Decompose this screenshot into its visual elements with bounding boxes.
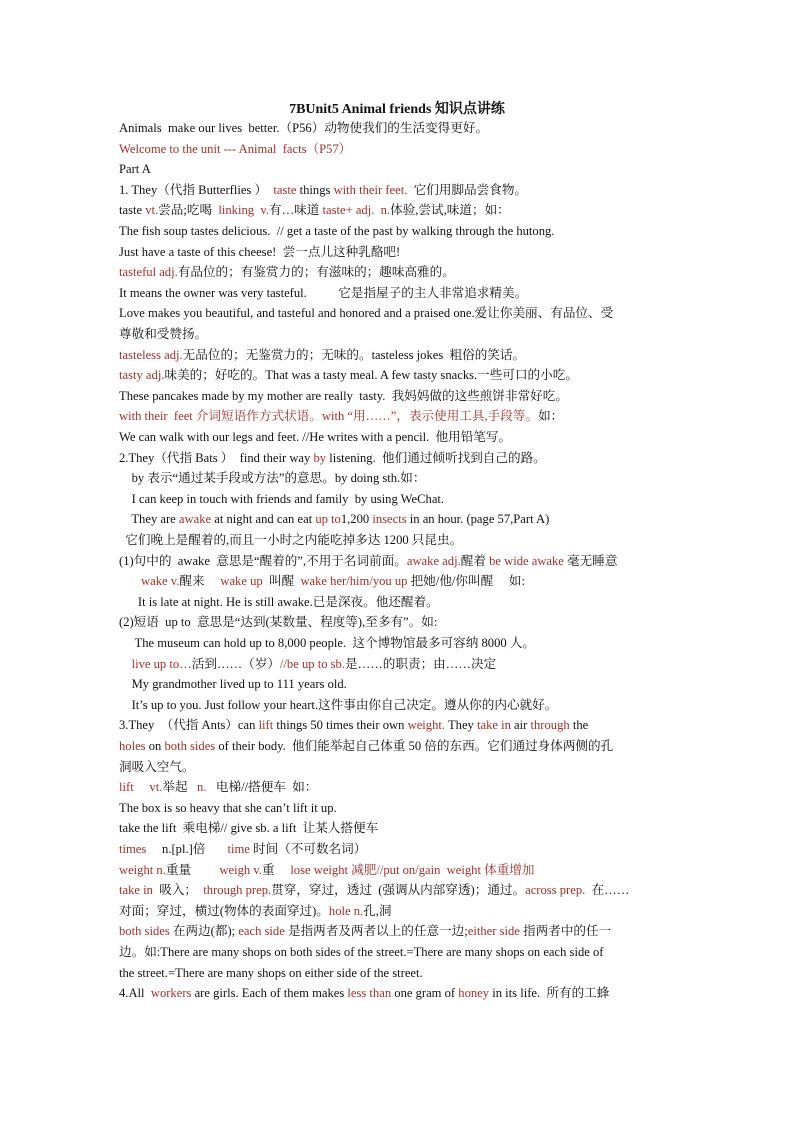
highlighted-term: live up to… — [131, 656, 192, 671]
text-run: 无品位的；无鉴赏力的；无味的。tasteless jokes 粗俗的笑话。 — [182, 347, 526, 362]
text-run: 如： — [538, 409, 564, 424]
highlighted-term: awake — [178, 512, 212, 527]
text-line — [119, 532, 462, 548]
highlighted-term: lift vt. — [119, 780, 163, 795]
text-run: take the lift 乘电梯// give sb. a lift 让某人搭便车 — [119, 821, 379, 836]
text-run: Part A — [119, 162, 151, 177]
highlighted-term: hole n. — [328, 903, 364, 918]
text-run: 在…… — [585, 883, 630, 898]
text-run: things 50 times their own — [273, 718, 408, 733]
text-run: 2.They（代指 Bats ） find their way — [119, 450, 314, 465]
highlighted-term: weight n. — [119, 862, 166, 877]
highlighted-term: tasteful adj. — [119, 265, 178, 280]
highlighted-term: either side — [467, 924, 520, 939]
highlighted-term: //be up to sb. — [279, 656, 345, 671]
highlighted-term: with their feet 介词短语作方式状语。with “用……”，表示使用工具,手段等。 — [119, 409, 539, 424]
highlighted-term: less than — [347, 986, 392, 1001]
text-line — [119, 326, 207, 342]
text-run: It is late at night. He is still awake.已是深夜。他还醒着。 — [119, 594, 439, 609]
highlighted-term: wake her/him/you up — [300, 574, 408, 589]
text-line — [119, 264, 455, 280]
text-run: 它们晚上是醒着的,而且一小时之内能吃掉多达 1200 只昆虫。 — [119, 533, 463, 547]
highlighted-term: with their feet. — [333, 182, 408, 197]
highlighted-term: both sides — [164, 739, 216, 753]
text-line — [119, 985, 609, 1001]
text-run: in its life. 所有的工蜂 — [489, 986, 610, 1001]
text-run: 孔,洞 — [363, 903, 392, 918]
highlighted-term: through prep. — [203, 883, 272, 898]
text-line — [119, 923, 611, 939]
text-line — [119, 656, 496, 672]
text-run: on — [145, 739, 165, 753]
highlighted-term: holes — [119, 739, 146, 753]
text-line — [119, 347, 525, 363]
text-line — [119, 779, 317, 795]
text-run: 醒来 — [179, 574, 221, 589]
text-line — [119, 450, 546, 466]
highlighted-term: honey — [458, 986, 490, 1001]
text-run: 电梯//搭便车 如： — [206, 780, 318, 795]
text-line — [119, 738, 613, 754]
highlighted-term: tasteless adj. — [119, 347, 183, 362]
highlighted-term: Welcome to the unit --- Animal facts（P57） — [119, 141, 352, 156]
text-run: 毫无睡意 — [563, 553, 618, 568]
text-run: The museum can hold up to 8,000 people. 这个博物馆最多可容纳 8000 人。 — [119, 636, 536, 650]
text-line — [119, 882, 629, 898]
text-run: 1,200 — [340, 512, 373, 527]
highlighted-term: linking v. — [218, 203, 269, 218]
text-run: 吸入； — [152, 883, 204, 898]
text-run: the street.=There are many shops on either side of the street. — [119, 965, 423, 980]
text-line — [119, 408, 563, 424]
text-line — [119, 759, 195, 775]
text-run: at night and can eat — [211, 512, 316, 527]
text-run — [119, 574, 141, 588]
text-line — [119, 965, 423, 981]
text-line — [119, 614, 437, 630]
text-run: 边。如:There are many shops on both sides of the street.=There are many shops on each side of — [119, 945, 604, 959]
text-line — [119, 635, 535, 651]
text-run: 有…味道 — [268, 203, 323, 218]
highlighted-term: workers — [150, 986, 192, 1001]
text-line — [119, 800, 337, 816]
text-run: 4.All — [119, 986, 151, 1001]
text-line — [119, 470, 425, 486]
text-run: 活到……（岁） — [191, 656, 280, 671]
text-run: 举起 — [162, 780, 198, 795]
text-run: of their body. 他们能举起自己体重 50 倍的东西。它们通过身体两侧的孔 — [215, 739, 614, 753]
text-line — [119, 820, 378, 836]
text-run: We can walk with our legs and feet. //He writes with a pencil. 他用铅笔写。 — [119, 430, 512, 444]
text-run: I can keep in touch with friends and family by using WeChat. — [119, 491, 445, 506]
text-run: 尝品;吃喝 — [158, 203, 219, 218]
text-run: It means the owner was very tasteful. 它是指屋子的主人非常追求精美。 — [119, 285, 528, 300]
text-line — [119, 161, 151, 177]
text-line — [119, 202, 510, 218]
highlighted-term: insects — [372, 512, 407, 527]
text-run: The fish soup tastes delicious. // get a taste of the past by walking through the hutong. — [119, 224, 555, 238]
text-run: 叫醒 — [262, 574, 301, 589]
text-run: 醒着 — [460, 553, 490, 568]
text-line — [119, 367, 578, 383]
highlighted-term: take in — [119, 883, 153, 898]
text-run: 是……的职责；由……决定 — [345, 656, 497, 671]
text-run: The box is so heavy that she can’t lift it up. — [119, 800, 337, 815]
text-run: listening. 他们通过倾听找到自己的路。 — [326, 450, 546, 465]
highlighted-term: be wide awake — [489, 553, 564, 568]
highlighted-term: lift — [258, 718, 274, 733]
highlighted-term: times — [119, 842, 147, 856]
text-line — [119, 305, 613, 321]
text-line — [119, 594, 439, 610]
text-run: 有品位的；有鉴赏力的；有滋味的；趣味高雅的。 — [177, 265, 455, 280]
text-line — [119, 388, 568, 404]
highlighted-term: take in — [476, 718, 511, 733]
text-run: Just have a taste of this cheese! 尝一点儿这种乳酪吧! — [119, 244, 401, 259]
text-run: 尊敬和受赞扬。 — [119, 327, 208, 341]
text-run: 对面；穿过，横过(物体的表面穿过)。 — [119, 903, 329, 918]
text-run: things — [296, 182, 334, 197]
text-line — [119, 903, 392, 919]
page-title: 7BUnit5 Animal friends 知识点讲练 — [289, 102, 505, 117]
text-run: It’s up to you. Just follow your heart.这件事由你自己决定。遵从你的内心就好。 — [119, 697, 558, 712]
text-run: 洞吸入空气。 — [119, 759, 195, 774]
highlighted-term: by — [313, 450, 327, 465]
text-run: They are — [119, 512, 179, 527]
text-run: 3.They （代指 Ants）can — [119, 718, 259, 733]
text-line — [119, 573, 525, 589]
text-line — [119, 491, 444, 507]
highlighted-term: weight. — [407, 718, 446, 733]
text-run: 它们用脚品尝食物。 — [407, 182, 527, 197]
highlighted-term: weigh v. — [219, 862, 262, 877]
text-run: 体验,尝试,味道；如： — [390, 203, 510, 218]
text-run: (2)短语 up to 意思是“达到(某数量、程度等),至多有”。如: — [119, 615, 438, 630]
text-run: (1)句中的 awake 意思是“醒着的”,不用于名词前面。 — [119, 553, 407, 568]
text-run: 味美的；好吃的。That was a tasty meal. A few tasty snacks.一些可口的小吃。 — [164, 368, 578, 383]
text-line — [119, 841, 366, 857]
text-run: They — [445, 718, 477, 733]
text-line — [119, 697, 557, 713]
text-run: in an hour. (page 57,Part A) — [406, 512, 550, 527]
highlighted-term: across prep. — [525, 883, 586, 898]
text-line — [119, 182, 527, 198]
text-run — [119, 657, 132, 671]
text-run: 在两边(都); — [169, 924, 239, 939]
text-run: 重量 — [165, 862, 220, 877]
text-run: 重 — [261, 862, 291, 877]
text-run: are girls. Each of them makes — [191, 986, 348, 1001]
text-run: Animals make our lives better.（P56）动物使我们的生活变得更好。 — [119, 121, 489, 135]
highlighted-term: up to — [315, 512, 341, 527]
highlighted-term: each side — [238, 924, 285, 939]
highlighted-term: both sides — [119, 924, 170, 939]
text-line — [119, 429, 511, 445]
text-run: These pancakes made by my mother are really tasty. 我妈妈做的这些煎饼非常好吃。 — [119, 388, 568, 403]
text-line — [119, 285, 527, 301]
highlighted-term: wake v. — [141, 574, 180, 589]
highlighted-term: lose weight 减肥//put on/gain weight 体重增加 — [290, 862, 535, 877]
text-run: the — [569, 718, 589, 733]
text-run: air — [510, 718, 531, 733]
highlighted-term: time — [227, 842, 250, 856]
text-line — [119, 120, 488, 136]
highlighted-term: taste — [273, 182, 297, 197]
text-run: 1. They（代指 Butterflies ） — [119, 182, 274, 197]
highlighted-term: awake adj. — [406, 553, 461, 568]
text-run: by 表示“通过某手段或方法”的意思。by doing sth.如： — [119, 471, 426, 486]
highlighted-term: tasty adj. — [119, 368, 165, 383]
highlighted-term: n. — [197, 780, 207, 795]
text-run: one gram of — [391, 986, 459, 1001]
text-line — [119, 717, 588, 733]
text-run: n.[pl.]倍 — [146, 842, 228, 856]
text-line — [119, 223, 554, 239]
text-run: taste — [119, 203, 146, 218]
highlighted-term: taste+ adj. n. — [322, 203, 391, 218]
text-run: 时间（不可数名词） — [249, 842, 367, 856]
text-line — [119, 141, 351, 157]
text-run: 贯穿，穿过，透过 (强调从内部穿透)；通过。 — [271, 883, 526, 898]
text-line — [119, 553, 617, 569]
text-line — [119, 511, 549, 527]
text-line — [119, 244, 400, 260]
highlighted-term: vt. — [145, 203, 159, 218]
text-line — [119, 676, 347, 692]
highlighted-term: wake up — [220, 574, 263, 589]
text-run: Love makes you beautiful, and tasteful and honored and a praised one.爱让你美丽、有品位、受 — [119, 306, 614, 321]
text-run: My grandmother lived up to 111 years old. — [119, 677, 347, 692]
text-run: 把她/他/你叫醒 如: — [407, 574, 526, 589]
text-line — [119, 862, 534, 878]
text-run: 是指两者及两者以上的任意一边; — [284, 924, 468, 939]
text-run: 指两者中的任一 — [519, 924, 612, 939]
highlighted-term: through — [530, 718, 570, 733]
text-line — [119, 944, 603, 960]
